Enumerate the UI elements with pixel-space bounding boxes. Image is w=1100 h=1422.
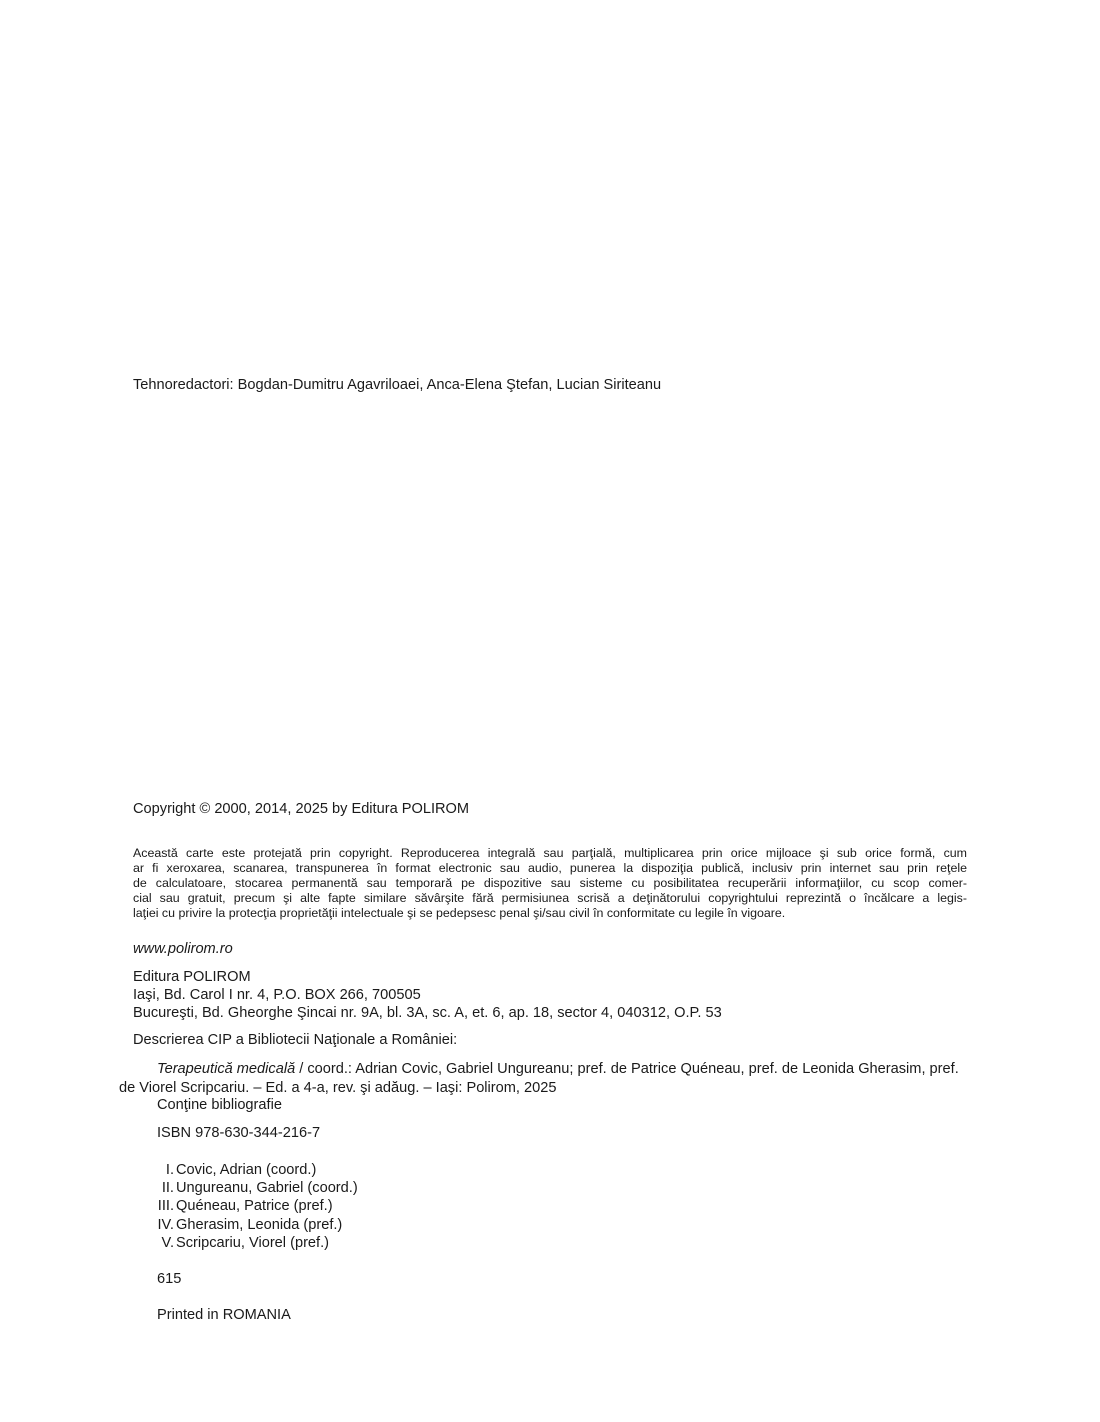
book-title: Terapeutică medicală (157, 1061, 296, 1077)
cip-title: Descrierea CIP a Bibliotecii Naţionale a României: (133, 1032, 458, 1048)
cip-entry-rest: / coord.: Adrian Covic, Gabriel Ungureanu; pref. de Patrice Quéneau, pref. de Leonida Gherasim, pref. (295, 1061, 959, 1077)
contents-note: Conţine bibliografie (157, 1097, 282, 1113)
legal-line: cial sau gratuit, precum şi alte fapte similare săvârşite fără permisiunea scrisă a deţinătorului copyrightului reprezintă o încălcare a legis- (133, 891, 967, 905)
subject-item: III. Quéneau, Patrice (pref.) (157, 1198, 333, 1215)
legal-line: de calculatoare, stocarea permanentă sau temporară pe dispozitive sau sisteme cu posibilitatea recuperării informaţiilor, cu scop comer- (133, 876, 967, 890)
cip-entry (119, 1060, 967, 1098)
subject-item: IV. Gherasim, Leonida (pref.) (157, 1216, 343, 1233)
printed-in: Printed in ROMANIA (157, 1307, 291, 1323)
copyright-notice: Copyright © 2000, 2014, 2025 by Editura POLIROM (133, 801, 470, 817)
legal-notice (133, 846, 967, 921)
legal-line: ar fi xeroxarea, scanarea, transpunerea în format electronic sau audio, punerea la dispoziţia publică, inclusiv prin internet sau prin reţele (133, 861, 967, 875)
publisher-address-iasi: Iaşi, Bd. Carol I nr. 4, P.O. BOX 266, 700505 (133, 987, 421, 1003)
subject-item: V. Scripcariu, Viorel (pref.) (161, 1234, 330, 1251)
cip-entry-line2: de Viorel Scripcariu. – Ed. a 4-a, rev. şi adăug. – Iaşi: Polirom, 2025 (119, 1080, 557, 1096)
website-link[interactable]: www.polirom.ro (133, 941, 233, 957)
classification-code: 615 (157, 1271, 182, 1287)
publisher-address-bucuresti: Bucureşti, Bd. Gheorghe Şincai nr. 9A, bl. 3A, sc. A, et. 6, ap. 18, sector 4, 040312, O.P. 53 (133, 1005, 722, 1021)
isbn: ISBN 978-630-344-216-7 (157, 1125, 321, 1141)
legal-line: Această carte este protejată prin copyright. Reproducerea integrală sau parţială, multiplicarea prin orice mijloace şi sub orice formă, cum (133, 846, 967, 860)
subject-item: II. Ungureanu, Gabriel (coord.) (161, 1180, 358, 1197)
typesetters-credit: Tehnoredactori: Bogdan-Dumitru Agavriloaei, Anca-Elena Ştefan, Lucian Siriteanu (133, 377, 662, 393)
publisher-block (133, 968, 722, 1022)
subject-list (140, 1161, 358, 1252)
cip-entry-line1 (119, 1060, 967, 1079)
legal-line: laţiei cu privire la protecţia proprietăţii intelectuale şi se pedepsesc penal şi/sau civil în conformitate cu legile în vigoare. (133, 906, 786, 920)
subject-item: I. Covic, Adrian (coord.) (165, 1162, 317, 1178)
publisher-name: Editura POLIROM (133, 969, 251, 985)
